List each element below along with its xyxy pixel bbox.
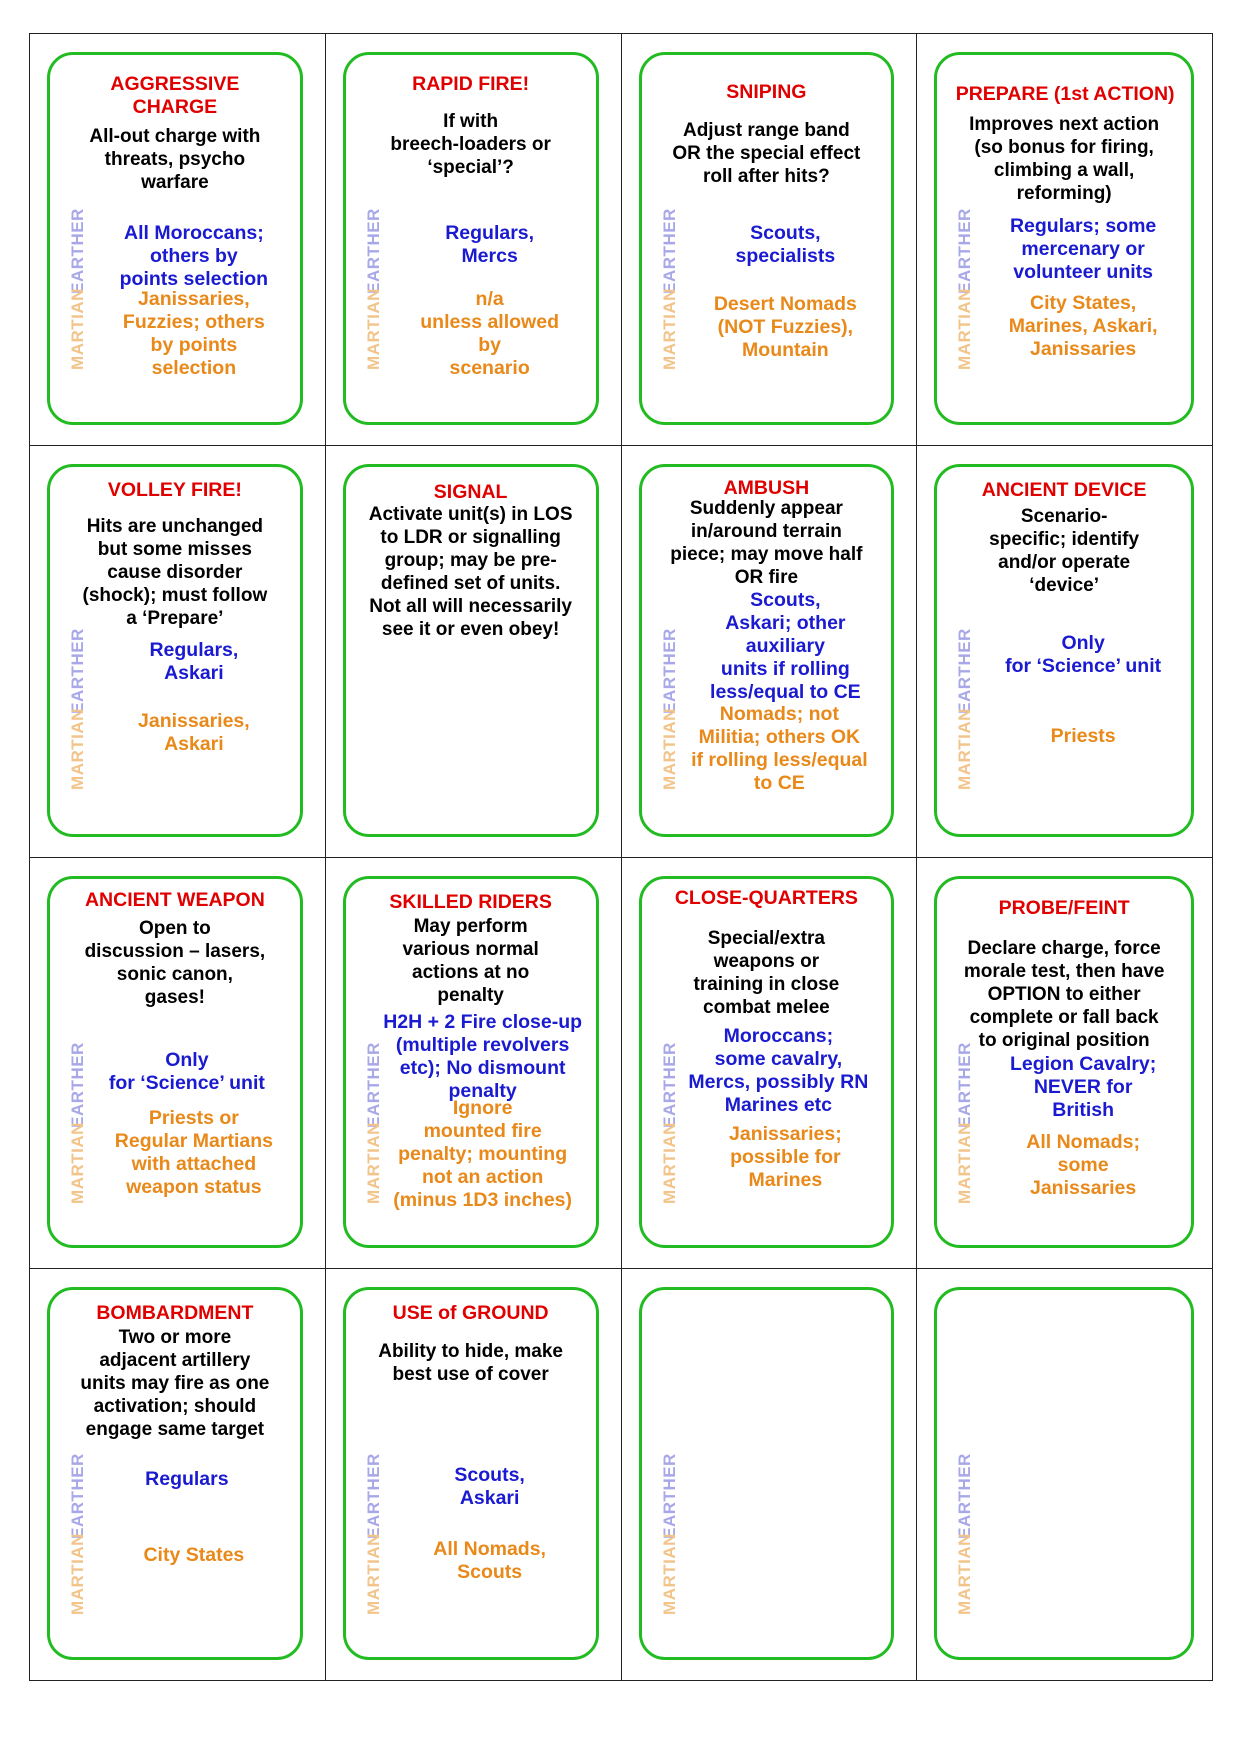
- card-title: PREPARE (1st ACTION): [955, 83, 1175, 105]
- card-cell: [30, 1269, 326, 1681]
- martian-side-label: MARTIAN: [68, 1121, 88, 1204]
- earther-units: Scouts, specialists: [735, 222, 836, 267]
- earther-units: Regulars; some mercenary or volunteer units: [1009, 215, 1157, 283]
- action-card: [47, 876, 303, 1249]
- card-title: BOMBARDMENT: [96, 1302, 254, 1325]
- card-description: Activate unit(s) in LOS to LDR or signalling group; may be pre- defined set of units. Not all will necessarily see it or even obey!: [368, 503, 573, 640]
- card-title: ANCIENT DEVICE: [981, 478, 1147, 501]
- martian-side-label: MARTIAN: [659, 1121, 679, 1204]
- card-title: VOLLEY FIRE!: [107, 478, 242, 501]
- martian-units: All Nomads; some Janissaries: [1026, 1130, 1140, 1199]
- earther-side-label: EARTHER: [68, 1453, 88, 1540]
- martian-side-label: MARTIAN: [363, 288, 383, 370]
- card-description: Declare charge, force morale test, then have OPTION to either complete or fall back to original position: [963, 937, 1165, 1051]
- martian-side-label: MARTIAN: [955, 288, 975, 370]
- action-card: [47, 464, 303, 837]
- martian-units: Ignore mounted fire penalty; mounting not an action (minus 1D3 inches): [393, 1096, 573, 1211]
- card-description: All-out charge with threats, psycho warfare: [89, 126, 261, 193]
- earther-units: H2H + 2 Fire close-up (multiple revolvers etc); No dismount penalty: [383, 1010, 583, 1102]
- action-card: [934, 52, 1194, 425]
- earther-units: Scouts, Askari: [454, 1464, 525, 1510]
- card-cell: [30, 858, 326, 1270]
- earther-units: Regulars, Askari: [149, 638, 239, 684]
- earther-side-label: EARTHER: [659, 1453, 679, 1540]
- card-description: If with breech-loaders or ‘special’?: [390, 111, 551, 178]
- martian-units: Janissaries, Fuzzies; others by points selection: [122, 288, 265, 379]
- blank-card: [639, 1287, 895, 1660]
- card-cell: [30, 446, 326, 858]
- earther-units: Only for ‘Science’ unit: [108, 1048, 265, 1094]
- action-card: [343, 464, 599, 837]
- action-card: [343, 876, 599, 1249]
- martian-units: n/a unless allowed by scenario: [420, 288, 559, 379]
- martian-side-label: MARTIAN: [68, 288, 88, 370]
- action-card: [934, 876, 1194, 1249]
- earther-side-label: EARTHER: [68, 1041, 88, 1128]
- earther-units: All Moroccans; others by points selection: [119, 222, 269, 290]
- card-description: Adjust range band OR the special effect roll after hits?: [672, 120, 861, 187]
- card-title: ANCIENT WEAPON: [84, 888, 265, 911]
- martian-side-label: MARTIAN: [955, 707, 975, 790]
- martian-side-label: MARTIAN: [68, 1533, 88, 1616]
- martian-side-label: MARTIAN: [955, 1121, 975, 1204]
- card-cell: [622, 34, 918, 446]
- earther-side-label: EARTHER: [955, 627, 975, 714]
- card-cell: [326, 34, 622, 446]
- card-title: USE of GROUND: [392, 1302, 549, 1325]
- card-description: Hits are unchanged but some misses cause disorder (shock); must follow a ‘Prepare’: [82, 515, 268, 629]
- card-cell: [326, 446, 622, 858]
- card-title: AMBUSH: [723, 476, 810, 499]
- martian-units: Janissaries; possible for Marines: [729, 1122, 842, 1191]
- earther-side-label: EARTHER: [363, 1041, 383, 1128]
- card-cell: [622, 1269, 918, 1681]
- martian-units: City States, Marines, Askari, Janissaries: [1008, 292, 1158, 360]
- card-title: RAPID FIRE!: [412, 73, 530, 95]
- action-card: [343, 1287, 599, 1660]
- earther-side-label: EARTHER: [363, 208, 383, 294]
- martian-units: Nomads; not Militia; others OK if rolling less/equal to CE: [691, 702, 868, 794]
- earther-units: Regulars, Mercs: [445, 222, 535, 267]
- card-description: Scenario- specific; identify and/or operate ‘device’: [989, 505, 1140, 596]
- earther-side-label: EARTHER: [659, 208, 679, 294]
- earther-side-label: EARTHER: [659, 1041, 679, 1128]
- card-description: Open to discussion – lasers, sonic canon, gases!: [84, 917, 266, 1008]
- card-cell: [622, 858, 918, 1270]
- card-cell: [30, 34, 326, 446]
- card-cell: [917, 1269, 1213, 1681]
- action-card: [47, 52, 303, 425]
- martian-side-label: MARTIAN: [659, 1533, 679, 1616]
- earther-side-label: EARTHER: [659, 627, 679, 714]
- card-cell: [917, 858, 1213, 1270]
- action-card: [343, 52, 599, 425]
- card-description: Two or more adjacent artillery units may fire as one activation; should engage same target: [80, 1327, 270, 1441]
- martian-units: City States: [143, 1544, 245, 1567]
- action-card: [47, 1287, 303, 1660]
- card-description: Special/extra weapons or training in close combat melee: [693, 927, 840, 1018]
- martian-side-label: MARTIAN: [659, 288, 679, 370]
- martian-side-label: MARTIAN: [363, 1533, 383, 1616]
- card-cell: [917, 34, 1213, 446]
- action-card: [639, 876, 895, 1249]
- card-title: AGGRESSIVE CHARGE: [110, 73, 240, 118]
- card-title: SNIPING: [726, 81, 807, 103]
- card-title: SKILLED RIDERS: [389, 890, 552, 913]
- card-description: Ability to hide, make best use of cover: [378, 1341, 563, 1386]
- earther-units: Legion Cavalry; NEVER for British: [1009, 1052, 1157, 1121]
- card-description: May perform various normal actions at no penalty: [402, 915, 539, 1006]
- earther-units: Scouts, Askari; other auxiliary units if rolling less/equal to CE: [710, 588, 861, 703]
- blank-card: [934, 1287, 1194, 1660]
- card-title: PROBE/FEINT: [998, 896, 1130, 919]
- martian-side-label: MARTIAN: [659, 707, 679, 790]
- martian-units: Priests or Regular Martians with attached weapon status: [114, 1106, 273, 1198]
- card-description: Improves next action (so bonus for firing, climbing a wall, reforming): [969, 114, 1160, 204]
- card-description: Suddenly appear in/around terrain piece; may move half OR fire: [670, 497, 863, 588]
- card-title: CLOSE-QUARTERS: [674, 886, 858, 909]
- action-card: [639, 464, 895, 837]
- earther-units: Moroccans; some cavalry, Mercs, possibly RN Marines etc: [688, 1024, 869, 1116]
- action-card: [934, 464, 1194, 837]
- earther-side-label: EARTHER: [955, 1041, 975, 1128]
- earther-side-label: EARTHER: [68, 208, 88, 294]
- earther-side-label: EARTHER: [955, 208, 975, 294]
- earther-side-label: EARTHER: [363, 1453, 383, 1540]
- card-sheet: [29, 33, 1213, 1681]
- martian-units: Desert Nomads (NOT Fuzzies), Mountain: [713, 293, 857, 361]
- card-cell: [622, 446, 918, 858]
- martian-side-label: MARTIAN: [363, 1121, 383, 1204]
- earther-side-label: EARTHER: [68, 627, 88, 714]
- martian-units: Janissaries, Askari: [138, 709, 250, 755]
- earther-side-label: EARTHER: [955, 1453, 975, 1540]
- martian-side-label: MARTIAN: [955, 1533, 975, 1616]
- martian-units: Priests: [1050, 724, 1116, 747]
- card-cell: [326, 858, 622, 1270]
- card-title: SIGNAL: [433, 480, 508, 503]
- martian-side-label: MARTIAN: [68, 707, 88, 790]
- earther-units: Only for ‘Science’ unit: [1005, 631, 1162, 677]
- card-cell: [326, 1269, 622, 1681]
- card-cell: [917, 446, 1213, 858]
- martian-units: All Nomads, Scouts: [433, 1538, 546, 1584]
- action-card: [639, 52, 895, 425]
- earther-units: Regulars: [145, 1468, 229, 1491]
